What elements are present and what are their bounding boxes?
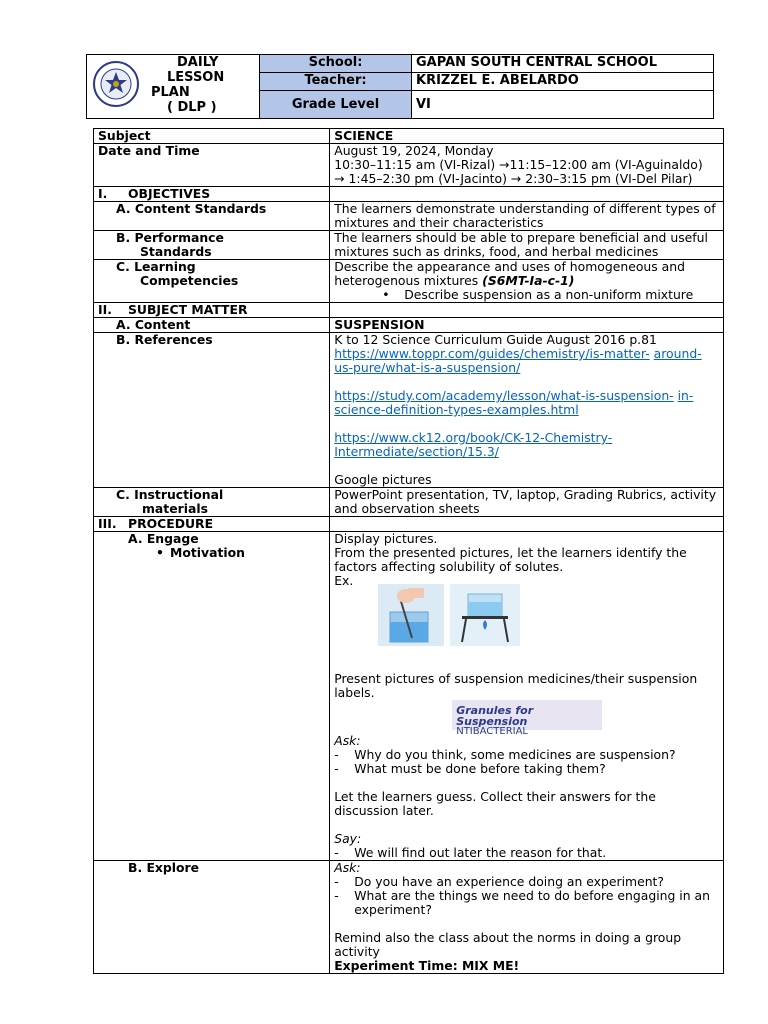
explore-label: B. Explore [94,861,330,974]
table-row [94,488,724,517]
table-row [94,318,724,333]
reference-link-part[interactable]: us-pure/what-is-a-suspension/ [334,360,521,375]
explore-item: - What are the things we need to do before engaging in an experiment? [334,889,719,917]
reference-link-2[interactable] [334,389,719,417]
reference-link-part[interactable]: around- [653,346,702,361]
motivation-label-text: Motivation [170,545,245,560]
school-label: School: [260,55,412,73]
header-logo-cell [87,55,260,119]
reference-link-1[interactable] [334,347,719,375]
competencies-code: (S6MT-Ia-c-1) [482,273,575,288]
reference-google: Google pictures [334,472,432,487]
reference-link-part[interactable]: https://www.ck12.org/book/CK-12-Chemistry- [334,430,613,445]
procedure-heading [94,517,330,532]
competencies-text: Describe the appearance and uses of homogeneous and heterogenous mixtures [334,259,685,288]
solubility-pictures [334,588,719,654]
explore-item-text: What are the things we need to do before engaging in an experiment? [354,888,710,917]
experiment-text: Experiment Time: MIX ME! [334,958,520,973]
reference-link-part[interactable]: in- [677,388,694,403]
objectives-label: OBJECTIVES [128,186,211,201]
table-row [94,517,724,532]
datetime-line: → 1:45–2:30 pm (VI-Jacinto) → 2:30–3:15 pm (VI-Del Pilar) [334,171,693,186]
materials-label [94,488,330,517]
subject-label: Subject [94,129,330,144]
performance-label-line: Standards [140,244,212,259]
competencies-label-line: Competencies [140,273,239,288]
ask-item-text: What must be done before taking them? [354,761,606,776]
explore-ask-label: Ask: [334,860,361,875]
teacher-value: KRIZZEL E. ABELARDO [412,73,714,91]
label-image-text: Granules for Suspension [456,704,534,728]
table-row [94,260,724,303]
reference-link-part[interactable]: Intermediate/section/15.3/ [334,444,499,459]
dlp-title [151,55,224,115]
grade-label: Grade Level [260,91,412,119]
table-row [94,532,724,861]
remind-text: Remind also the class about the norms in doing a group activity [334,930,682,959]
dlp-title-line: DAILY [177,55,219,70]
say-item: - We will find out later the reason for that. [334,845,607,860]
dlp-title-line: PLAN [151,85,190,100]
say-item-text: We will find out later the reason for that. [354,845,607,860]
engage-label [94,532,330,861]
engage-line: From the presented pictures, let the learners identify the factors affecting solubility of solutes. [334,545,687,574]
references-label: B. References [94,333,330,488]
content-value: SUSPENSION [330,318,724,333]
suspension-label-image [452,700,602,737]
datetime-line: 10:30–11:15 am (VI-Rizal) →11:15–12:00 am (VI-Aguinaldo) [334,157,703,172]
performance-standards-label [94,231,330,260]
ask-item: - What must be done before taking them? [334,761,606,776]
header-table [86,54,714,119]
suspension-label-picture [334,700,719,737]
materials-value: PowerPoint presentation, TV, laptop, Grading Rubrics, activity and observation sheets [330,488,724,517]
subject-value: SCIENCE [330,129,724,144]
references-value [330,333,724,488]
table-row [94,187,724,202]
empty-cell [330,303,724,318]
competencies-label-line: C. Learning [116,259,196,274]
dlp-title-line: ( DLP ) [167,100,217,115]
reference-link-part[interactable]: https://study.com/academy/lesson/what-is-suspension- [334,388,674,403]
engage-line: Display pictures. [334,531,438,546]
table-row [94,861,724,974]
grade-value: VI [412,91,714,119]
table-row [94,129,724,144]
datetime-label: Date and Time [94,144,330,187]
explore-item: - Do you have an experience doing an experiment? [334,874,664,889]
ask-item: - Why do you think, some medicines are suspension? [334,747,676,762]
objectives-heading [94,187,330,202]
performance-label-line: B. Performance [116,230,224,245]
table-row [94,333,724,488]
reference-link-part[interactable]: https://www.toppr.com/guides/chemistry/is-matter- [334,346,650,361]
competencies-label [94,260,330,303]
table-row [94,303,724,318]
datetime-line: August 19, 2024, Monday [334,143,494,158]
empty-cell [330,187,724,202]
school-value: GAPAN SOUTH CENTRAL SCHOOL [412,55,714,73]
procedure-num: III. [98,516,117,531]
reference-link-3[interactable] [334,431,719,459]
say-label: Say: [334,831,362,846]
deped-seal-icon [92,60,140,108]
engage-label-text: A. Engage [128,531,199,546]
subject-matter-num: II. [98,302,112,317]
content-standards-label: A. Content Standards [94,202,330,231]
label-image-text2: NTIBACTERIAL [456,726,529,737]
performance-standards-value: The learners should be able to prepare beneficial and useful mixtures such as drinks, food, and herbal medicines [330,231,724,260]
ask-item-text: Why do you think, some medicines are suspension? [354,747,676,762]
heated-beaker-image [450,584,520,646]
objectives-num: I. [98,186,108,201]
engage-line: Ex. [334,573,354,588]
materials-label-line: C. Instructional [116,487,224,502]
reference-link-part[interactable]: science-definition-types-examples.html [334,402,579,417]
content-standards-value: The learners demonstrate understanding of different types of mixtures and their characteristics [330,202,724,231]
materials-label-line: materials [142,501,208,516]
subject-matter-label: SUBJECT MATTER [128,302,248,317]
subject-matter-heading [94,303,330,318]
dlp-title-line: LESSON [167,70,225,85]
table-row [94,144,724,187]
table-row [94,231,724,260]
competencies-bullet: • Describe suspension as a non-uniform mixture [334,288,719,302]
explore-item-text: Do you have an experience doing an experiment? [354,874,664,889]
stirring-beaker-image [378,584,444,646]
procedure-label: PROCEDURE [128,516,214,531]
ask-label: Ask: [334,733,361,748]
content-label: A. Content [94,318,330,333]
table-row [94,202,724,231]
reference-guide: K to 12 Science Curriculum Guide August 2016 p.81 [334,332,657,347]
explore-value [330,861,724,974]
present-text: Present pictures of suspension medicines/their suspension labels. [334,671,698,700]
empty-cell [330,517,724,532]
competencies-value [330,260,724,303]
lesson-plan-table [93,128,724,974]
motivation-label: • Motivation [156,545,245,560]
guess-text: Let the learners guess. Collect their answers for the discussion later. [334,789,656,818]
datetime-value [330,144,724,187]
teacher-label: Teacher: [260,73,412,91]
engage-value [330,532,724,861]
